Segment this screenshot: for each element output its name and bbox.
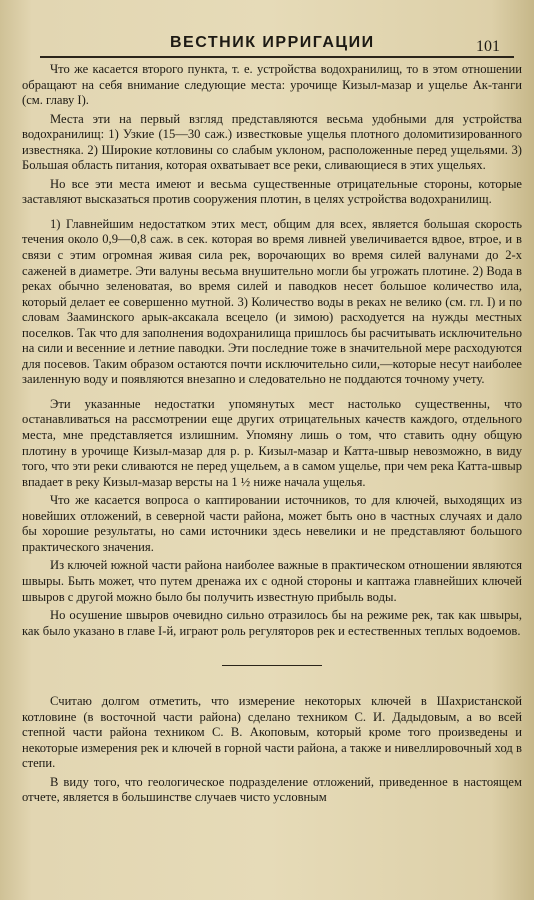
- paragraph-reservoir-sites: Что же касается второго пункта, т. е. устройства водохранилищ, то в этом отношении обращают на себя внимание следующие места: урочище Кизыл-мазар и ущелье Ак-танги (см. главу I).: [22, 62, 522, 108]
- page-header: [40, 30, 514, 58]
- paragraph-shvyry-drainage: Но осушение швыров очевидно сильно отразилось бы на режиме рек, так как швыры, как было указано в главе I-й, играют роль регуляторов рек и естественных теплых водоемов.: [22, 608, 522, 638]
- paragraph-springs-capture: Что же касается вопроса о каптировании источников, то для ключей, выходящих из новейших отложений, в северной части района, может быть оно в частных случаях и дало бы хорошие результаты, но сами источники здесь невелики и не представляют большого практического значения.: [22, 493, 522, 554]
- paragraph-conclusion-dams: Эти указанные недостатки упомянутых мест настолько существенны, что останавливаться на рассмотрении еще других отрицательных качеств каждого, отдельного места, мне представляется излишним. Упомяну лишь о том, что ставить одну общую плотину в урочище Кизыл-мазар для р. р. Кизыл-мазар и Катта-швыр невозможно, в виду того, что эти реки сливаются не перед ущельем, а в самом ущелье, при чем река Катта-швыр впадает в реку Кизыл-мазар версты на 1 ½ ниже начала ущелья.: [22, 396, 522, 489]
- paragraph-drawbacks-list: 1) Главнейшим недостатком этих мест, общим для всех, является большая скорость течения около 0,9—0,8 саж. в сек. которая во время ливней увеличивается вдвое, втрое, и в связи с этим огромная живая сила рек, ворочающих во время силей валунами до 2-х саженей в диаметре. Эти валуны весьма внушительно могли бы угрожать плотине. 2) Вода в реках обычно зеленоватая, во время силей и паводков несет большое количество ила, который делает ее совершенно мутной. 3) Количество воды в реках не велико (см. гл. I) и по словам Зааминского арык-аксакала всецело (и зимою) расходуется на нужды местных поселков. Так что для заполнения водохранилища пришлось бы расчитывать исключительно на сили и весенние и летние паводки. Эти последние тоже в значительной мере расходуются для посевов. Таким образом остаются почти исключительно сили,—которые несут наиболее заиленную воду и появляются внезапно и следовательно не поддаются точному учету.: [22, 216, 522, 387]
- paragraph-shvyry: Из ключей южной части района наиболее важные в практическом отношении являются швыры. Быть может, что путем дренажа их с одной стороны и каптажа главнейших ключей швыров с другой можно было бы получить известную прибыль воды.: [22, 558, 522, 604]
- paragraph-site-advantages: Места эти на первый взгляд представляются весьма удобными для устройства водохранилищ: 1) Узкие (15—30 саж.) известковые ущелья плотного доломитизированного известняка. 2) Широкие котловины со слабым уклоном, расположенные перед ущельями. 3) Большая область питания, которая охватывает все реки, сливающиеся в этих ущельях.: [22, 111, 522, 173]
- paragraph-acknowledgement: Считаю долгом отметить, что измерение некоторых ключей в Шахристанской котловине (в восточной части района) сделано техником С. И. Дадыдовым, а во всей степной части района техником С. В. Акоповым, который кроме того произведены и некоторые измерения рек и ключей в горной части района, а также и нивеллировочный ход в степи.: [22, 694, 522, 771]
- paragraph-site-drawbacks: Но все эти места имеют и весьма существенные отрицательные стороны, которые заставляют высказаться против сооружения плотин, в целях устройства водохранилищ.: [22, 176, 522, 207]
- section-divider: [222, 665, 322, 666]
- paragraph-geology-note: В виду того, что геологическое подразделение отложений, приведенное в настоящем отчете, является в большинстве случаев чисто условным: [22, 774, 522, 805]
- page-number: 101: [476, 38, 500, 55]
- article-body: [22, 62, 522, 809]
- journal-title: ВЕСТНИК ИРРИГАЦИИ: [170, 34, 375, 51]
